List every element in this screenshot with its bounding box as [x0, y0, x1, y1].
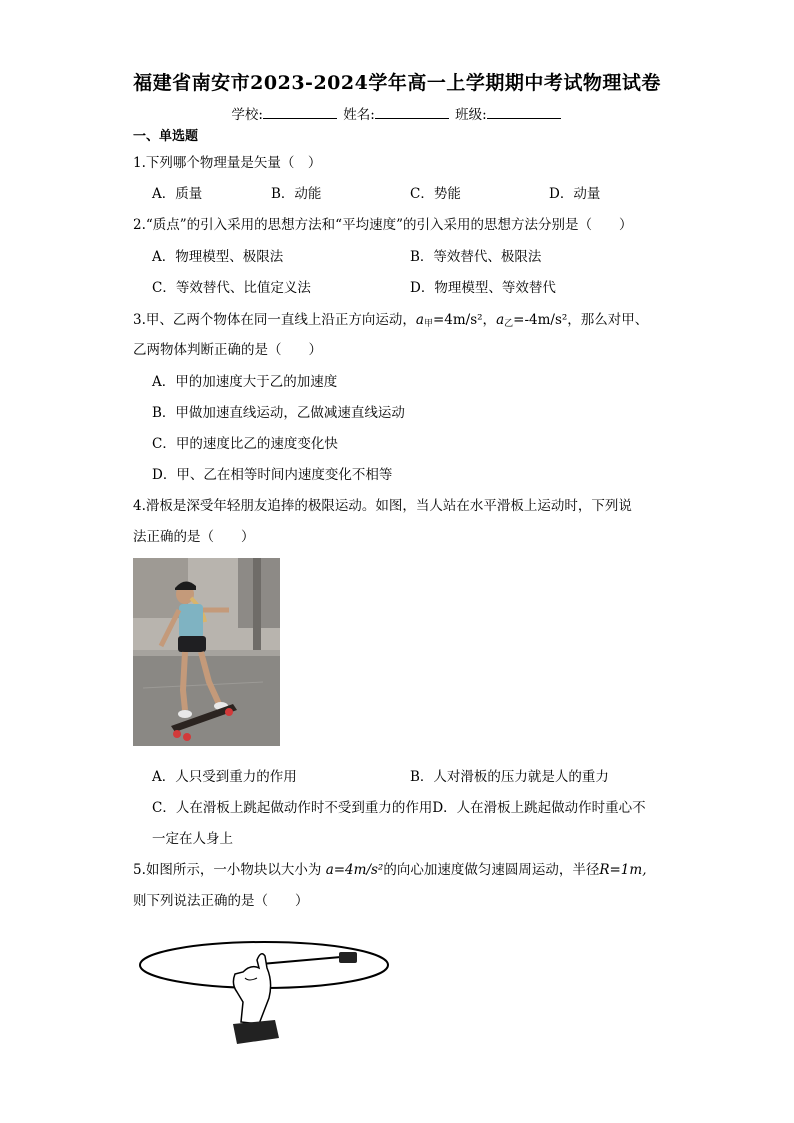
circular-motion-figure — [133, 938, 393, 1048]
q1-option-d: D．动量 — [549, 186, 601, 202]
q3-a-yi-symbol: a — [496, 312, 505, 328]
q3-a-jia-value: =4m/s²， — [432, 312, 497, 328]
q3-a-jia-symbol: a — [415, 312, 424, 328]
question-3-stem-line1 — [133, 308, 648, 329]
q5-stem-text-2: 的向心加速度做匀速圆周运动，半径 — [383, 862, 600, 878]
q1-option-a: A．质量 — [152, 186, 203, 202]
q3-option-b: B．甲做加速直线运动，乙做减速直线运动 — [152, 405, 405, 421]
q3-option-a: A．甲的加速度大于乙的加速度 — [152, 374, 338, 390]
q2-option-c: C．等效替代、比值定义法 — [152, 280, 311, 296]
q2-option-b: B．等效替代、极限法 — [410, 249, 542, 265]
q4-option-a: A．人只受到重力的作用 — [152, 769, 297, 785]
q3-stem-text: 3.甲、乙两个物体在同一直线上沿正方向运动， — [133, 312, 416, 328]
q5-stem-text: 5.如图所示，一小物块以大小为 — [133, 862, 322, 878]
q1-option-b: B．动能 — [271, 186, 322, 202]
q3-a-yi-sub: 乙 — [504, 319, 514, 329]
q3-a-jia-sub: 甲 — [423, 319, 433, 329]
student-info-line — [0, 103, 794, 123]
q3-option-d: D．甲、乙在相等时间内速度变化不相等 — [152, 467, 393, 483]
q3-a-yi-value: =-4m/s²，那么对甲、 — [513, 312, 649, 328]
question-4-stem-line1: 4.滑板是深受年轻朋友追捧的极限运动。如图，当人站在水平滑板上运动时，下列说 — [133, 498, 632, 514]
q2-option-a: A．物理模型、极限法 — [152, 249, 284, 265]
question-5-stem-line1 — [133, 858, 647, 878]
question-3-stem-line2: 乙两物体判断正确的是（ ） — [133, 342, 322, 358]
question-5-stem-line2: 则下列说法正确的是（ ） — [133, 893, 309, 909]
q5-acceleration: a=4m/s² — [325, 862, 384, 878]
question-1-stem: 1.下列哪个物理量是矢量（ ） — [133, 155, 322, 171]
q2-option-d: D．物理模型、等效替代 — [410, 280, 556, 296]
q1-option-c: C．势能 — [410, 186, 461, 202]
class-blank[interactable] — [487, 106, 561, 119]
skateboard-photo — [133, 558, 280, 746]
q3-option-c: C．甲的速度比乙的速度变化快 — [152, 436, 338, 452]
exam-title: 福建省南安市2023-2024学年高一上学期期中考试物理试卷 — [133, 72, 661, 94]
question-4-stem-line2: 法正确的是（ ） — [133, 529, 255, 545]
school-blank[interactable] — [263, 106, 337, 119]
q4-option-b: B．人对滑板的压力就是人的重力 — [410, 769, 609, 785]
school-label: 学校: — [231, 107, 263, 123]
class-label: 班级: — [455, 107, 487, 123]
q4-option-c-d: C．人在滑板上跳起做动作时不受到重力的作用D．人在滑板上跳起做动作时重心不 — [152, 800, 646, 816]
q5-radius: R=1m, — [599, 862, 647, 878]
question-2-stem: 2.“质点”的引入采用的思想方法和“平均速度”的引入采用的思想方法分别是（ ） — [133, 217, 633, 233]
section-heading: 一、单选题 — [133, 129, 199, 144]
q4-option-d-cont: 一定在人身上 — [152, 831, 233, 847]
name-blank[interactable] — [375, 106, 449, 119]
name-label: 姓名: — [343, 107, 375, 123]
